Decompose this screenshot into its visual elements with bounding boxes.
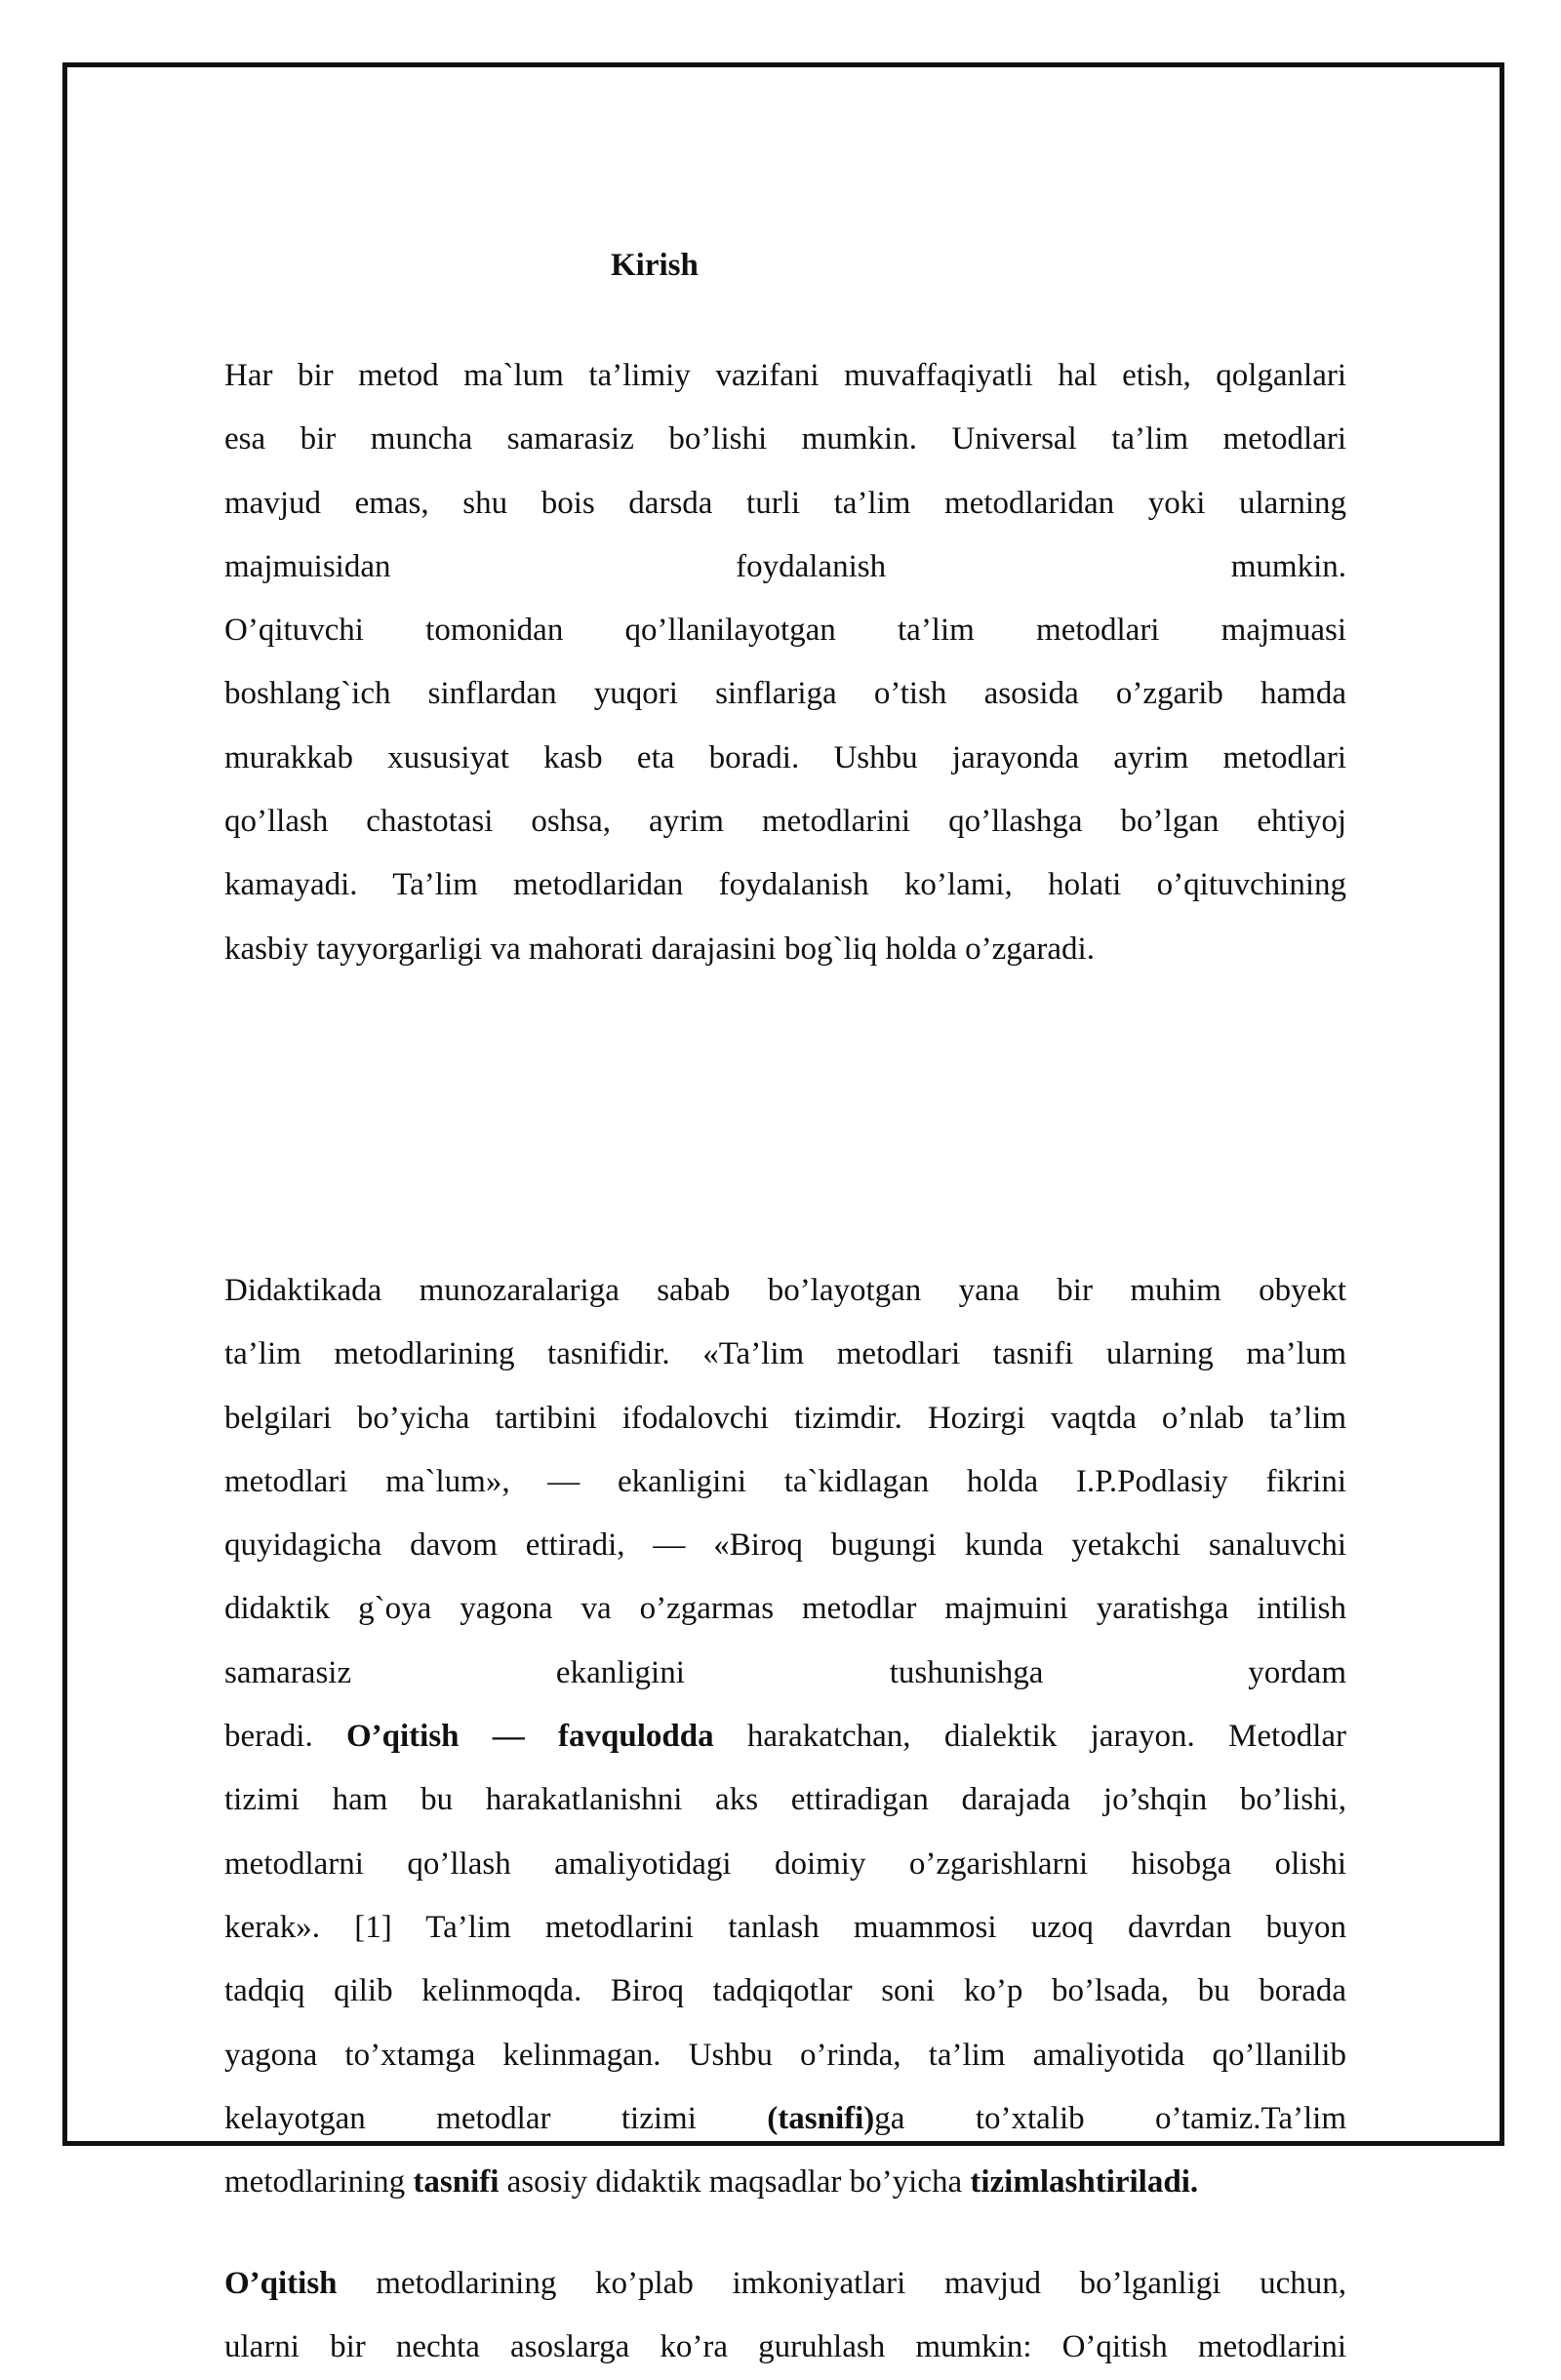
text-line: samarasiz ekanligini tushunishga yordam [224, 1654, 1346, 1690]
text-line [224, 2252, 1346, 2316]
text-line: majmuisidan foydalanish mumkin. [224, 548, 1346, 584]
text-line: metodlari ma`lum», — ekanligini ta`kidlagan holda I.P.Podlasiy fikrini [224, 1463, 1346, 1499]
text-line: boshlang`ich sinflardan yuqori sinflariga o’tish asosida o’zgarib hamda [224, 676, 1346, 712]
text-line: kamayadi. Ta’lim metodlaridan foydalanish ko’lami, holati o’qituvchining [224, 867, 1346, 903]
bold-phrase: tizimlashtiriladi. [970, 2164, 1199, 2201]
text-line: murakkab xususiyat kasb eta boradi. Ushbu jarayonda ayrim metodlari [224, 739, 1346, 775]
text-line [224, 2151, 1346, 2214]
bold-phrase: O’qitish — favqulodda [345, 1719, 714, 1755]
text-line: qo’llash chastotasi oshsa, ayrim metodlarini qo’llashga bo’lgan ehtiyoj [224, 804, 1346, 840]
text-line: ta’lim metodlarining tasnifidir. «Ta’lim metodlari tasnifi ularning ma’lum [224, 1336, 1346, 1372]
text-line: metodlarni qo’llash amaliyotidagi doimiy o’zgarishlarni hisobga olishi [224, 1845, 1346, 1882]
bold-phrase: tasnifi [413, 2164, 500, 2201]
text-line [224, 2087, 1346, 2151]
text-line: esa bir muncha samarasiz bo’lishi mumkin. Universal ta’lim metodlari [224, 421, 1346, 457]
text-run: beradi. [224, 1719, 346, 1755]
page-title: Kirish [611, 248, 699, 283]
paragraph-1 [224, 344, 1346, 981]
text-line: tizimi ham bu harakatlanishni aks ettiradigan darajada jo’shqin bo’lishi, [224, 1782, 1346, 1818]
bold-phrase: (tasnifi) [767, 2100, 875, 2136]
text-line: kerak». [1] Ta’lim metodlarini tanlash muammosi uzoq davrdan buyon [224, 1909, 1346, 1945]
text-run: asosiy didaktik maqsadlar bo’yicha [499, 2164, 971, 2201]
text-line: Har bir metod ma`lum ta’limiy vazifani muvaffaqiyatli hal etish, qolganlari [224, 358, 1346, 393]
text-line: Didaktikada munozaralariga sabab bo’layotgan yana bir muhim obyekt [224, 1273, 1346, 1308]
text-line: O’qituvchi tomonidan qo’llanilayotgan ta’lim metodlari majmuasi [224, 613, 1346, 649]
text-line: yagona to’xtamga kelinmagan. Ushbu o’rinda, ta’lim amaliyotida qo’llanilib [224, 2037, 1346, 2073]
text-line: quyidagicha davom ettiradi, — «Biroq bugungi kunda yetakchi sanaluvchi [224, 1527, 1346, 1564]
text-run: harakatchan, dialektik jarayon. Metodlar [713, 1719, 1347, 1755]
text-run: metodlarining [224, 2164, 414, 2201]
paragraph-2 [224, 1259, 1346, 2214]
bold-phrase: O’qitish [224, 2266, 338, 2301]
text-run: metodlarining ko’plab imkoniyatlari mavjud bo’lganligi uchun, [337, 2266, 1346, 2301]
text-line: mavjud emas, shu bois darsda turli ta’lim metodlaridan yoki ularning [224, 485, 1346, 521]
text-line: tadqiq qilib kelinmoqda. Biroq tadqiqotlar soni ko’p bo’lsada, bu borada [224, 1973, 1346, 2009]
text-line [224, 1705, 1346, 1768]
text-run: ga to’xtalib o’tamiz.Ta’lim [874, 2100, 1346, 2136]
paragraph-3 [224, 2252, 1346, 2380]
text-run: kelayotgan metodlar tizimi [224, 2100, 768, 2136]
text-line: belgilari bo’yicha tartibini ifodalovchi tizimdir. Hozirgi vaqtda o’nlab ta’lim [224, 1400, 1346, 1436]
text-line: kasbiy tayyorgarligi va mahorati darajasini bog`liq holda o’zgaradi. [224, 931, 1095, 967]
text-line: ularni bir nechta asoslarga ko’ra guruhlash mumkin: O’qitish metodlarini [224, 2329, 1346, 2365]
text-line: didaktik g`oya yagona va o’zgarmas metodlar majmuini yaratishga intilish [224, 1591, 1346, 1627]
